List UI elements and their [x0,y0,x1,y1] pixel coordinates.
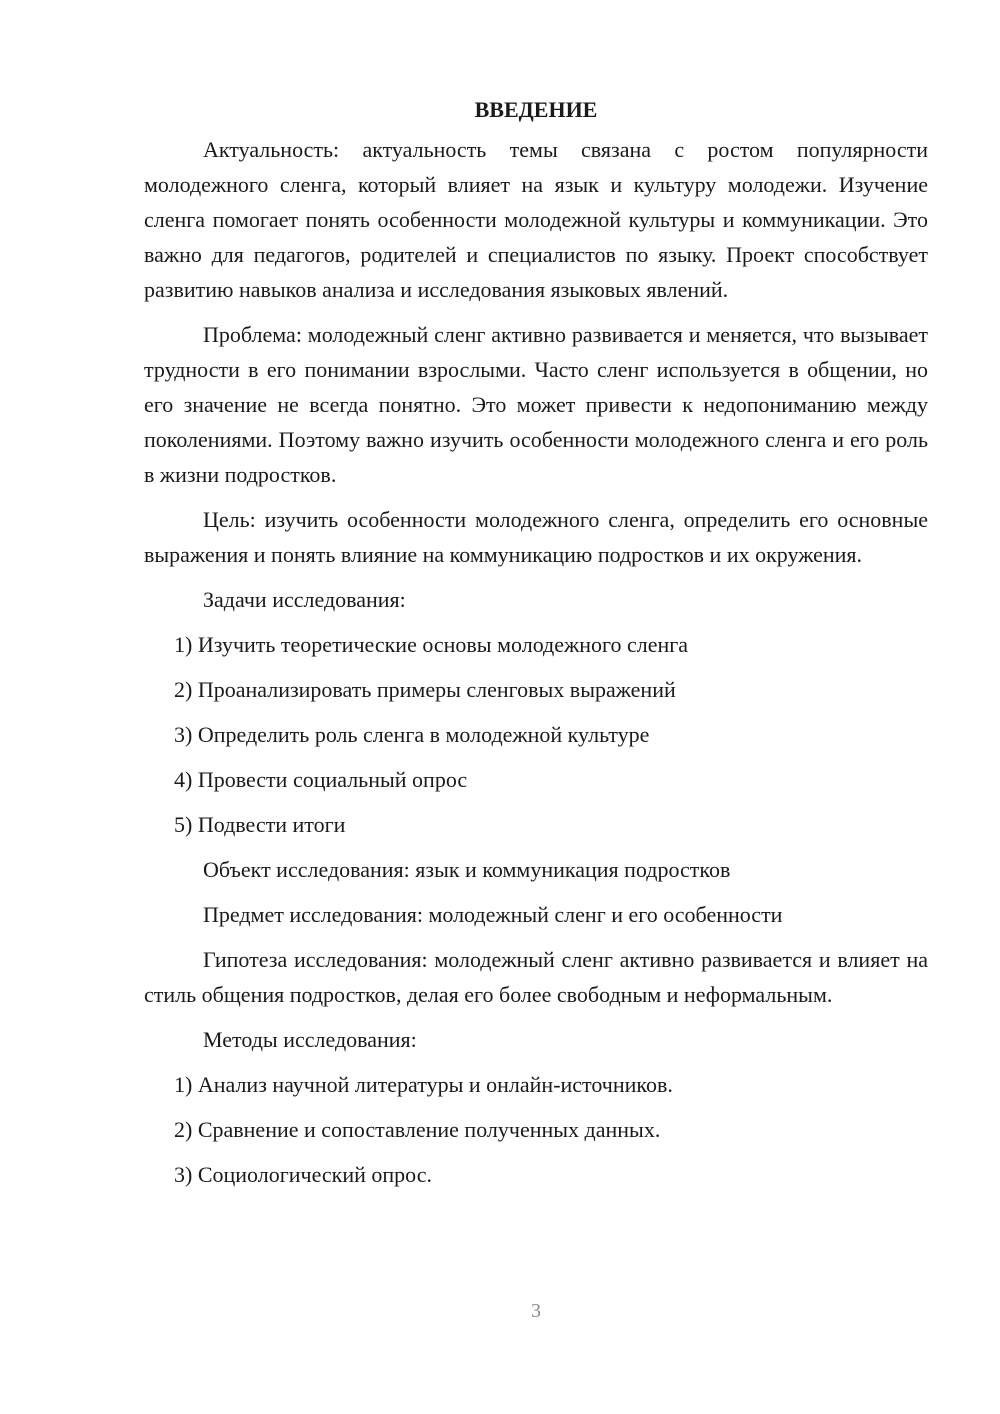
object-line: Объект исследования: язык и коммуникация подростков [203,857,731,882]
list-item: 3) Определить роль сленга в молодежной культуре [174,722,650,747]
list-item: 2) Проанализировать примеры сленговых выражений [174,677,676,702]
methods-heading: Методы исследования: [203,1027,417,1052]
list-item: 5) Подвести итоги [174,812,346,837]
document-page [144,92,928,1202]
list-item: 3) Социологический опрос. [174,1162,432,1187]
tasks-list [144,627,928,842]
list-item: 1) Анализ научной литературы и онлайн-источников. [174,1072,673,1097]
tasks-heading: Задачи исследования: [203,587,406,612]
methods-list [144,1067,928,1192]
hypothesis-paragraph: Гипотеза исследования: молодежный сленг активно развивается и влияет на стиль общения подростков, делая его более свободным и неформальным. [144,947,928,1007]
section-title: ВВЕДЕНИЕ [474,97,598,122]
relevance-paragraph: Актуальность: актуальность темы связана с ростом популярности молодежного сленга, который влияет на язык и культуру молодежи. Изучение сленга помогает понять особенности молодежной культуры и коммуникации. Это важно для педагогов, родителей и специалистов по языку. Проект способствует развитию навыков анализа и исследования языковых явлений. [144,137,928,302]
list-item: 1) Изучить теоретические основы молодежного сленга [174,632,689,657]
problem-paragraph: Проблема: молодежный сленг активно развивается и меняется, что вызывает трудности в его понимании взрослыми. Часто сленг используется в общении, но его значение не всегда понятно. Это может привести к недопониманию между поколениями. Поэтому важно изучить особенности молодежного сленга и его роль в жизни подростков. [144,322,928,487]
list-item: 4) Провести социальный опрос [174,767,468,792]
list-item: 2) Сравнение и сопоставление полученных данных. [174,1117,661,1142]
subject-line: Предмет исследования: молодежный сленг и его особенности [203,902,783,927]
page-number: 3 [531,1300,541,1322]
goal-paragraph: Цель: изучить особенности молодежного сленга, определить его основные выражения и понять влияние на коммуникацию подростков и их окружения. [144,507,928,567]
